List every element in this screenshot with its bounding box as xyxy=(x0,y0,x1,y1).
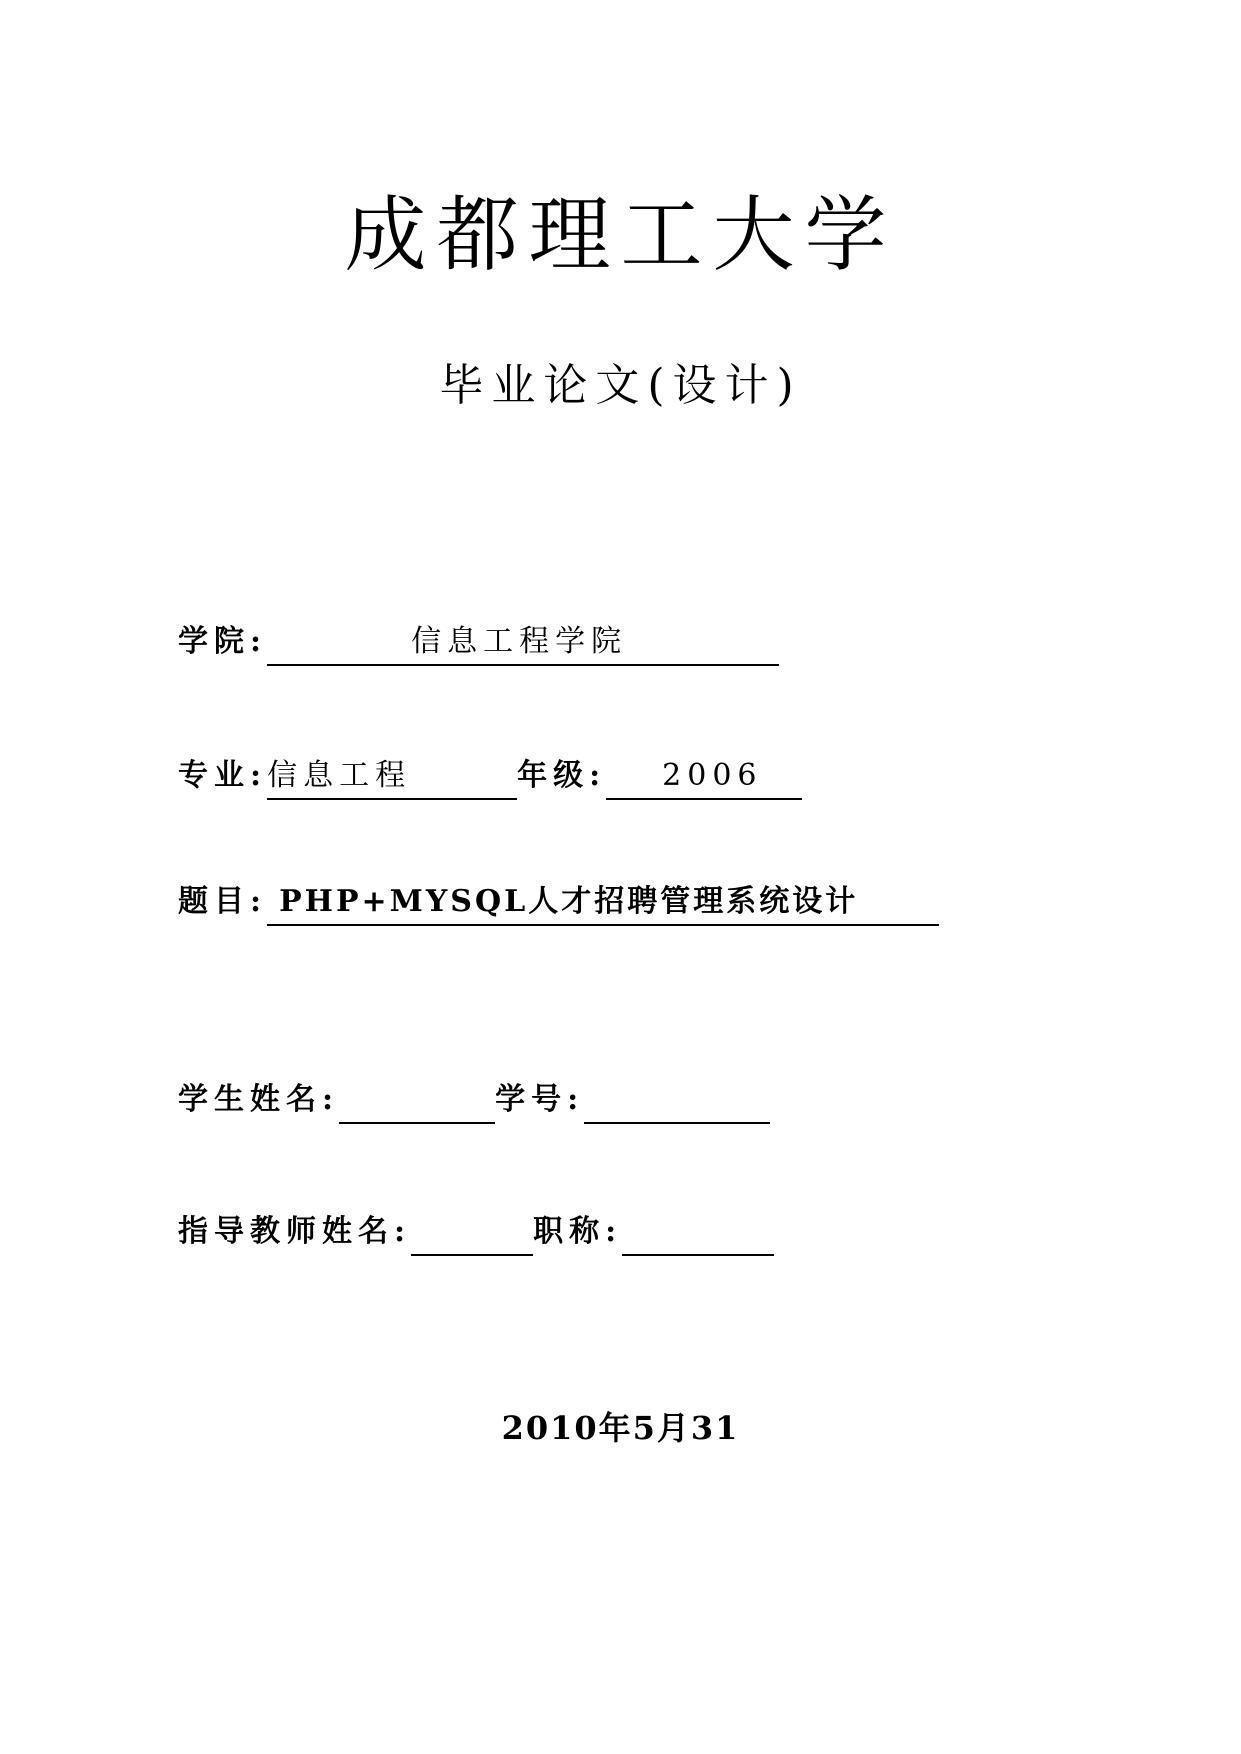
college-field xyxy=(267,622,779,666)
college-value: 信息工程学院 xyxy=(411,624,628,659)
grade-value: 2006 xyxy=(606,756,802,800)
title-value: PHP+MYSQL人才招聘管理系统设计 xyxy=(267,882,939,926)
student-no-label: 学号: xyxy=(495,1082,585,1117)
major-value: 信息工程 xyxy=(267,756,517,800)
major-label: 专业: xyxy=(178,758,268,793)
advisor-row xyxy=(178,1212,774,1256)
grade-label: 年级: xyxy=(517,758,607,793)
advisor-name-blank xyxy=(411,1212,533,1256)
document-type: 毕业论文(设计) xyxy=(439,360,802,411)
advisor-name-label: 指导教师姓名: xyxy=(178,1214,412,1249)
student-name-label: 学生姓名: xyxy=(178,1082,340,1117)
student-row xyxy=(178,1080,770,1124)
major-grade-row xyxy=(178,756,802,800)
title-row xyxy=(178,882,939,926)
college-label: 学院: xyxy=(178,624,268,659)
submission-date: 2010年5月31 xyxy=(501,1409,740,1447)
university-name: 成都理工大学 xyxy=(344,188,897,283)
advisor-title-label: 职称: xyxy=(533,1214,623,1249)
student-no-blank xyxy=(584,1080,770,1124)
title-label: 题目: xyxy=(178,884,268,919)
advisor-title-blank xyxy=(622,1212,774,1256)
student-name-blank xyxy=(339,1080,495,1124)
college-row xyxy=(178,622,779,666)
